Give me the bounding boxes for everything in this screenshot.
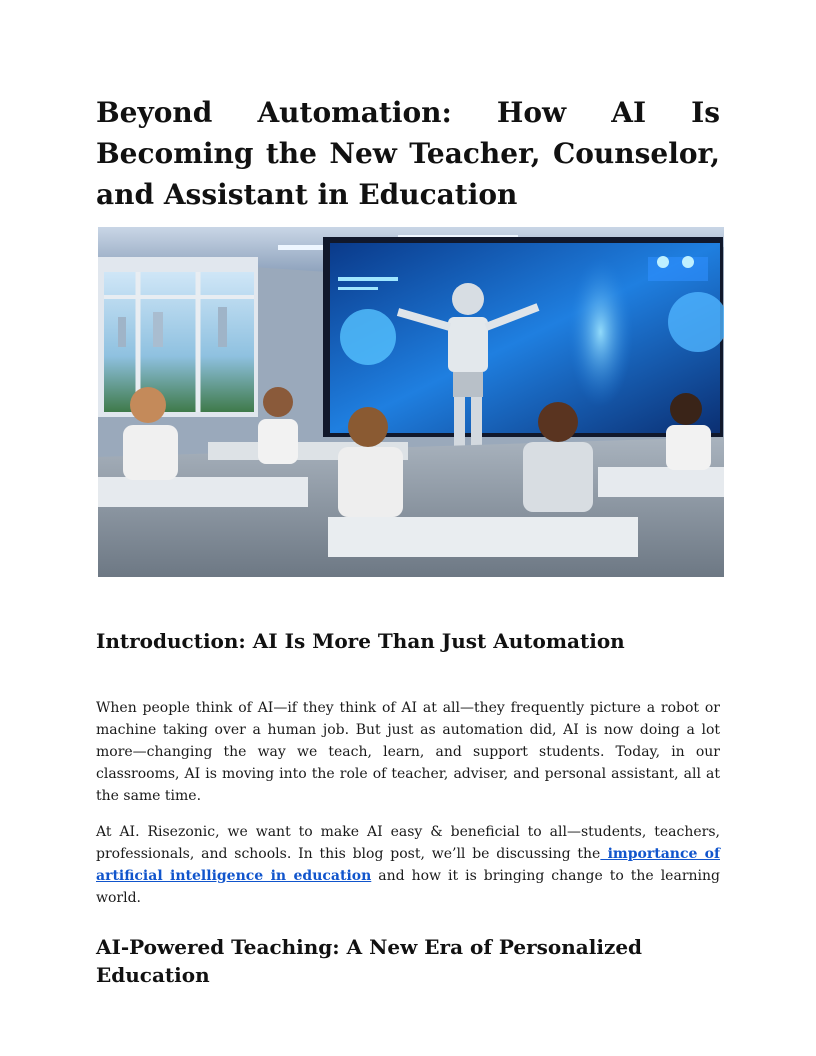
document-page [96,92,720,989]
paragraph-2 [96,821,720,909]
teaching-heading: AI-Powered Teaching: A New Era of Personalized Education [96,935,643,987]
classroom-robot-illustration-icon [98,227,724,577]
document-title: Beyond Automation: How AI Is Becoming the New Teacher, Counselor, and Assistant in Education [96,96,720,211]
ai-in-education-link[interactable]: importance of artificial intelligence in education [96,846,720,884]
paragraph-2-text-after: and how it is bringing change to the learning world. [96,868,720,906]
intro-heading: Introduction: AI Is More Than Just Automation [96,629,625,653]
paragraph-2-text-before: At AI. Risezonic, we want to make AI easy & beneficial to all—students, teachers, professionals, and schools. In this blog post, we’ll be discussing the [96,824,720,862]
hero-image [98,227,724,577]
paragraph-1: When people think of AI—if they think of AI at all—they frequently picture a robot or machine taking over a human job. But just as automation did, AI is now doing a lot more—changing the way we teach, learn, and support students. Today, in our classrooms, AI is moving into the role of teacher, adviser, and personal assistant, all at the same time. [96,700,720,804]
